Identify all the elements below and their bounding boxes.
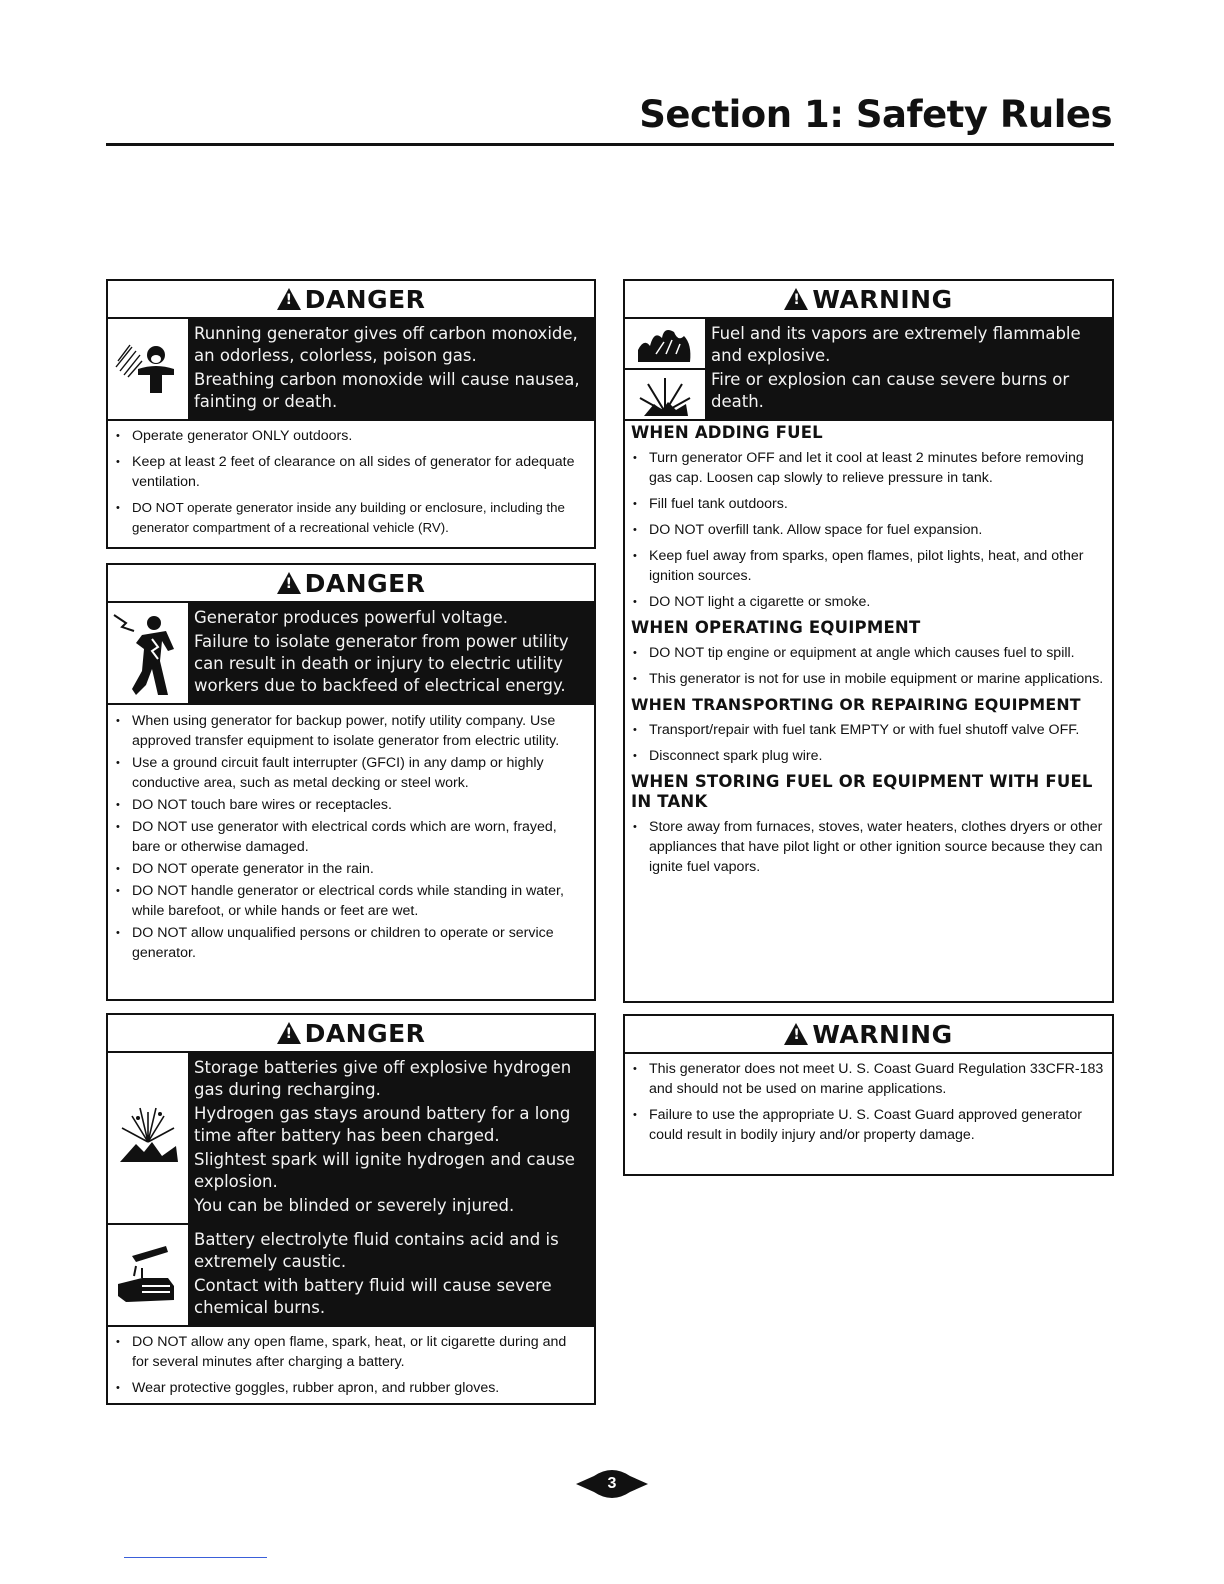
list-item: • DO NOT overfill tank. Allow space for fuel expansion. [633,520,1104,540]
hazard-line: Storage batteries give off explosive hydrogen gas during recharging. [194,1058,572,1099]
list-item: • Transport/repair with fuel tank EMPTY or with fuel shutoff valve OFF. [633,720,1104,740]
hazard-line: Contact with battery fluid will cause severe chemical burns. [194,1276,552,1317]
acid-burn-hazard-icon [108,1225,188,1325]
fuel-hazard-text [705,319,1112,419]
transporting-equipment-list [625,718,1112,770]
hazard-line: Hydrogen gas stays around battery for a long time after battery has been charged. [194,1104,571,1145]
warning-label: WARNING [812,284,953,314]
danger-battery-box [106,1013,596,1405]
section-heading: WHEN TRANSPORTING OR REPAIRING EQUIPMENT [631,695,1081,714]
danger-label: DANGER [304,1018,426,1048]
hazard-line: Battery electrolyte fluid contains acid and is extremely caustic. [194,1230,559,1271]
fire-explosion-hazard-icon [625,368,705,419]
hazard-line: Breathing carbon monoxide will cause nausea, fainting or death. [194,370,580,411]
fuel-hazard-icons [625,319,705,419]
shock-hazard-panel [108,603,594,705]
list-item: • Keep at least 2 feet of clearance on all sides of generator for adequate ventilation. [116,452,586,492]
alert-triangle-icon: ! [277,572,301,594]
adding-fuel-list [625,446,1112,616]
page-number: 3 [607,1475,617,1492]
list-item: • When using generator for backup power, notify utility company. Use approved transfer equipment to isolate generator from electric utility. [116,711,586,751]
danger-title [108,565,594,603]
list-item: • Use a ground circuit fault interrupter (GFCI) in any damp or highly conductive area, such as metal decking or steel work. [116,753,586,793]
explosion-hazard-panel [108,1053,594,1225]
acid-hazard-panel [108,1225,594,1327]
list-item: • Wear protective goggles, rubber apron, and rubber gloves. [116,1378,586,1398]
page-number-badge [576,1466,648,1502]
list-item: • DO NOT operate generator inside any building or enclosure, including the generator compartment of a recreational vehicle (RV). [116,498,586,538]
page-title: Section 1: Safety Rules [639,93,1112,136]
marine-bullet-list [625,1054,1112,1151]
section-heading: WHEN OPERATING EQUIPMENT [631,618,921,637]
list-item: • DO NOT tip engine or equipment at angle which causes fuel to spill. [633,643,1104,663]
danger-title [108,1015,594,1053]
header-rule [106,143,1114,146]
carbon-monoxide-hazard-icon [108,319,188,419]
list-item: • Keep fuel away from sparks, open flames, pilot lights, heat, and other ignition sources. [633,546,1104,586]
list-item: • Fill fuel tank outdoors. [633,494,1104,514]
co-hazard-text [188,319,594,419]
alert-triangle-icon: ! [277,1022,301,1044]
danger-label: DANGER [304,568,426,598]
footer-link-underline [124,1557,267,1558]
alert-triangle-icon: ! [277,288,301,310]
danger-electric-box [106,563,596,1001]
danger-label: DANGER [304,284,426,314]
section-heading: WHEN STORING FUEL OR EQUIPMENT WITH FUEL IN TANK [631,772,1093,811]
list-item: • Turn generator OFF and let it cool at least 2 minutes before removing gas cap. Loosen cap slowly to relieve pressure in tank. [633,448,1104,488]
alert-triangle-icon: ! [784,288,808,310]
explosion-hazard-text [188,1053,594,1223]
acid-hazard-text [188,1225,594,1325]
list-item: • Operate generator ONLY outdoors. [116,426,586,446]
list-item: • DO NOT allow unqualified persons or children to operate or service generator. [116,923,586,963]
section-heading: WHEN ADDING FUEL [631,423,823,442]
list-item: • DO NOT allow any open flame, spark, heat, or lit cigarette during and for several minutes after charging a battery. [116,1332,586,1372]
hazard-line: Generator produces powerful voltage. [194,608,509,627]
co-bullet-list [108,421,594,544]
warning-title [625,281,1112,319]
list-item: • This generator is not for use in mobile equipment or marine applications. [633,669,1104,689]
list-item: • DO NOT touch bare wires or receptacles. [116,795,586,815]
shock-bullet-list [108,705,594,969]
danger-carbon-monoxide-box [106,279,596,549]
operating-equipment-list [625,641,1112,693]
fuel-hazard-panel [625,319,1112,421]
warning-marine-box [623,1014,1114,1176]
storing-fuel-list [625,815,1112,881]
warning-title [625,1016,1112,1054]
explosion-hazard-icon [108,1053,188,1223]
battery-bullet-list [108,1327,594,1404]
shock-hazard-text [188,603,594,703]
hazard-line: Fire or explosion can cause severe burns or death. [711,370,1070,411]
warning-fuel-box [623,279,1114,1003]
hazard-line: You can be blinded or severely injured. [194,1196,515,1215]
co-hazard-panel [108,319,594,421]
list-item: • Failure to use the appropriate U. S. Coast Guard approved generator could result in bodily injury and/or property damage. [633,1105,1104,1145]
danger-title [108,281,594,319]
electric-shock-hazard-icon [108,603,188,703]
list-item: • DO NOT operate generator in the rain. [116,859,586,879]
list-item: • Disconnect spark plug wire. [633,746,1104,766]
list-item: • DO NOT use generator with electrical cords which are worn, frayed, bare or otherwise damaged. [116,817,586,857]
list-item: • DO NOT light a cigarette or smoke. [633,592,1104,612]
hazard-line: Fuel and its vapors are extremely flammable and explosive. [711,324,1081,365]
hazard-line: Slightest spark will ignite hydrogen and cause explosion. [194,1150,575,1191]
warning-label: WARNING [812,1019,953,1049]
list-item: • This generator does not meet U. S. Coast Guard Regulation 33CFR-183 and should not be used on marine applications. [633,1059,1104,1099]
list-item: • Store away from furnaces, stoves, water heaters, clothes dryers or other appliances that have pilot light or other ignition source because they can ignite fuel vapors. [633,817,1104,877]
list-item: • DO NOT handle generator or electrical cords while standing in water, while barefoot, or while hands or feet are wet. [116,881,586,921]
hazard-line: Running generator gives off carbon monoxide, an odorless, colorless, poison gas. [194,324,578,365]
flammable-hazard-icon [625,319,705,368]
alert-triangle-icon: ! [784,1023,808,1045]
hazard-line: Failure to isolate generator from power utility can result in death or injury to electric utility workers due to backfeed of electrical energy. [194,632,569,695]
